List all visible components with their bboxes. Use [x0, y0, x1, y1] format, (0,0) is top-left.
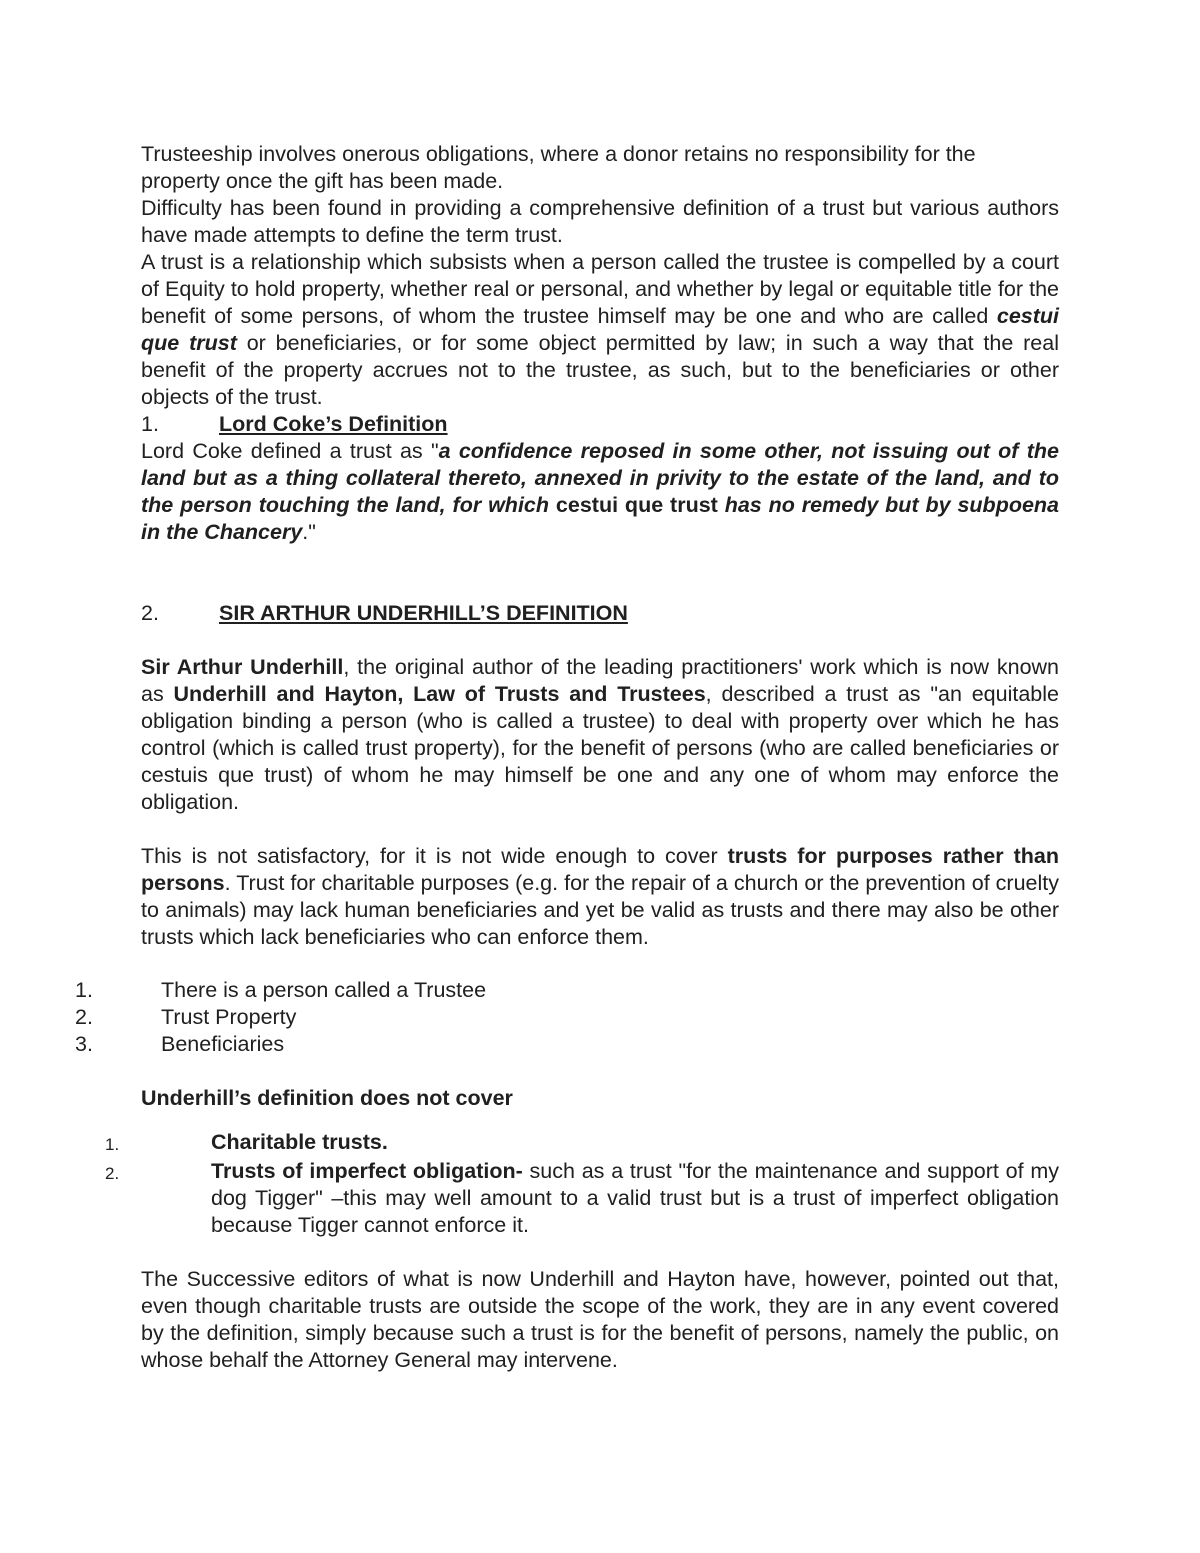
not-cover-heading: Underhill’s definition does not cover — [141, 1086, 513, 1110]
intro-sentence-1: Trusteeship involves onerous obligations, where a donor retains no responsibility for the property once the gift has been made. — [141, 142, 976, 193]
list-item: 2. Trust Property — [75, 1005, 297, 1029]
heading-number: 1. — [141, 412, 159, 436]
document-page — [75, 141, 1060, 1374]
list-item: 2. Trusts of imperfect obligation- such as a trust "for the maintenance and support of my dog Tigger" –this may well amount to a valid trust but is a trust of imperfect obligation because Tigger cannot enforce it. — [105, 1159, 1059, 1237]
lord-coke-definition: Lord Coke defined a trust as "a confidence reposed in some other, not issuing out of the land but as a thing collateral thereto, annexed in privity to the estate of the land, and to the person touching the land, for which cestui que trust has no remedy but by subpoena in the Chancery." — [141, 439, 1060, 544]
trust-relationship-paragraph: A trust is a relationship which subsists when a person called the trustee is compelled by a court of Equity to hold property, whether real or personal, and whether by legal or equitable title for the benefit of some persons, of whom the trustee himself may be one and who are called cestui que trust or beneficiaries, or for some object permitted by law; in such a way that the real benefit of the property accrues not to the trustee, as such, but to the beneficiaries or other objects of the trust. — [141, 250, 1059, 409]
intro-sentence-2: Difficulty has been found in providing a comprehensive definition of a trust but various authors have made attempts to define the term trust. — [141, 196, 1059, 247]
trust-elements-list — [75, 977, 1059, 1058]
successive-editors-paragraph: The Successive editors of what is now Underhill and Hayton have, however, pointed out that, even though charitable trusts are outside the scope of the work, they are in any event covered by the definition, simply because such a trust is for the benefit of persons, namely the public, on whose behalf the Attorney General may intervene. — [141, 1267, 1059, 1372]
heading-lord-coke — [141, 411, 1059, 438]
heading-underhill — [141, 600, 1059, 627]
cestui-que-trust-term: cestui que trust — [141, 304, 1059, 355]
list-item: 1. Charitable trusts. — [105, 1130, 388, 1154]
list-item: 1. There is a person called a Trustee — [75, 978, 487, 1002]
not-satisfactory-paragraph: This is not satisfactory, for it is not wide enough to cover trusts for purposes rather than persons. Trust for charitable purposes (e.g. for the repair of a church or the prevention of cruelty to animals) may lack human beneficiaries and yet be valid as trusts and there may also be other trusts which lack beneficiaries who can enforce them. — [141, 844, 1059, 949]
underhill-definition: Sir Arthur Underhill, the original author of the leading practitioners' work which is now known as Underhill and Hayton, Law of Trusts and Trustees, described a trust as "an equitable obligation binding a person (who is called a trustee) to deal with property over which he has control (which is called trust property), for the benefit of persons (who are called beneficiaries or cestuis que trust) of whom he may himself be one and any one of whom may enforce the obligation. — [141, 655, 1060, 814]
exceptions-list — [105, 1129, 1059, 1239]
heading-number: 2. — [141, 601, 159, 625]
heading-title: Lord Coke’s Definition — [219, 412, 448, 436]
heading-title: SIR ARTHUR UNDERHILL’S DEFINITION — [219, 601, 628, 625]
list-item: 3. Beneficiaries — [75, 1032, 285, 1056]
exception-description: such as a trust "for the maintenance and support of my dog Tigger" –this may well amount to a valid trust but is a trust of imperfect obligation because Tigger cannot enforce it. — [211, 1159, 1059, 1237]
